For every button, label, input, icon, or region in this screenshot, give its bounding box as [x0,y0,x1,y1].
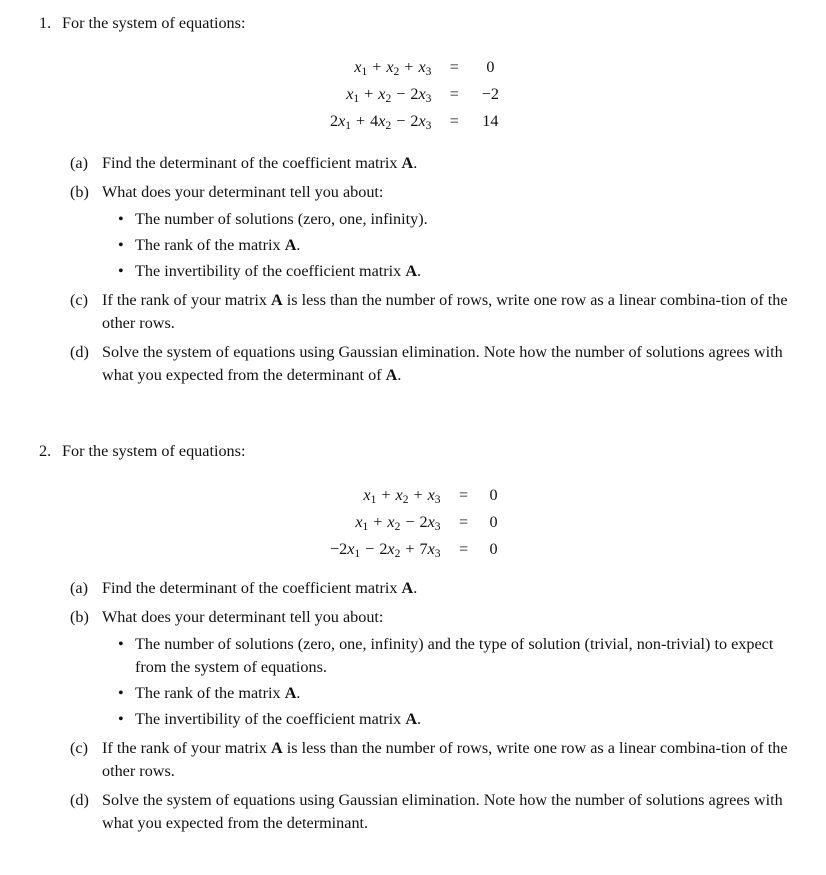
equation-rhs: −2 [481,85,499,103]
equals-sign: = [449,112,459,130]
list-item: • The number of solutions (zero, one, infinity) and the type of solution (trivial, non-trivial) to expect from the system of equations. [118,635,774,676]
part-text: If the rank of your matrix [102,739,267,757]
part-label: (c) [70,739,88,757]
matrix-symbol: A [271,739,283,757]
equation-rhs: 0 [486,58,495,76]
bullet-icon: • [118,635,124,653]
equation-lhs: x1 + x2 − 2x3 [346,85,432,105]
equation-row [330,509,501,536]
equation-lhs: −2x1 − 2x2 + 7x3 [330,540,441,560]
matrix-symbol: A [401,154,414,172]
equals-sign: = [449,85,459,103]
part-text: Find the determinant of the coefficient matrix [102,154,398,172]
part-text: Solve the system of equations using Gaussian elimination. Note how the number of solutions agrees with what you expected from the determinant of [102,343,783,384]
part-c: (c) If the rank of your matrix A is less than the number of rows, write one row as a linear combina-tion of the other rows. [70,291,788,332]
bullet-list [102,633,798,731]
matrix-symbol: A [271,291,283,309]
part-a: (a) Find the determinant of the coefficient matrix A. [0,577,826,600]
equation-rhs: 0 [489,513,498,531]
bullet-icon: • [118,684,124,702]
equation-row [330,108,503,135]
part-label: (d) [70,343,89,361]
equals-sign: = [458,486,469,504]
problem-2 [0,440,826,832]
part-label: (b) [70,608,89,626]
equation-lhs: x1 + x2 + x3 [354,58,432,78]
equation-lhs: x1 + x2 + x3 [363,486,441,506]
equation-row [330,81,503,108]
problem-parts [0,577,826,841]
bullet-icon: • [118,236,124,254]
part-a: (a) Find the determinant of the coefficient matrix A. [0,152,826,175]
bullet-icon: • [118,210,124,228]
problem-1 [0,12,826,384]
equation-row [330,536,501,563]
problem-number: 2. [39,442,52,460]
list-item: • The rank of the matrix A. [102,234,798,257]
list-item: • The rank of the matrix A. [102,682,798,705]
part-label: (d) [70,791,89,809]
equation-rhs: 0 [489,486,498,504]
part-text: What does your determinant tell you about: [102,608,384,626]
equation-row [330,54,503,81]
list-item: • The invertibility of the coefficient matrix A. [102,260,798,283]
equation-lhs: x1 + x2 − 2x3 [355,513,441,533]
equals-sign: = [449,58,459,76]
part-label: (c) [70,291,88,309]
equation-rhs: 0 [489,540,498,558]
list-item: • The invertibility of the coefficient matrix A. [102,708,798,731]
problem-1-heading [0,12,826,36]
part-b [0,181,826,283]
bullet-icon: • [118,262,124,280]
part-text: Solve the system of equations using Gaussian elimination. Note how the number of solutions agrees with what you expected from the determinant. [102,791,783,832]
problem-intro: For the system of equations: [62,14,246,32]
problem-intro: For the system of equations: [62,442,246,460]
part-text: What does your determinant tell you about: [102,183,384,201]
bullet-list [102,208,798,283]
problem-2-heading [0,440,826,464]
equation-system [330,54,503,135]
part-c: (c) If the rank of your matrix A is less than the number of rows, write one row as a linear combina-tion of the other rows. [70,739,788,780]
matrix-symbol: A [284,684,297,702]
matrix-symbol: A [284,236,297,254]
problem-parts [0,152,826,393]
equation-system [330,482,501,563]
equals-sign: = [458,540,469,558]
bullet-icon: • [118,710,124,728]
matrix-symbol: A [405,710,418,728]
part-label: (b) [70,183,89,201]
equation-rhs: 14 [482,112,499,130]
matrix-symbol: A [401,579,414,597]
equation-lhs: 2x1 + 4x2 − 2x3 [330,112,432,132]
equation-row [330,482,501,509]
part-text: Find the determinant of the coefficient matrix [102,579,398,597]
part-b [0,606,826,731]
problem-number: 1. [39,14,52,32]
part-d: (d) Solve the system of equations using Gaussian elimination. Note how the number of solutions agrees with what you expected from the determinant of A. [70,343,783,384]
part-text: If the rank of your matrix [102,291,267,309]
equals-sign: = [458,513,469,531]
part-label: (a) [70,154,88,172]
matrix-symbol: A [405,262,418,280]
matrix-symbol: A [385,366,398,384]
list-item: • The number of solutions (zero, one, infinity). [102,208,798,231]
part-label: (a) [70,579,88,597]
part-d [0,789,826,835]
